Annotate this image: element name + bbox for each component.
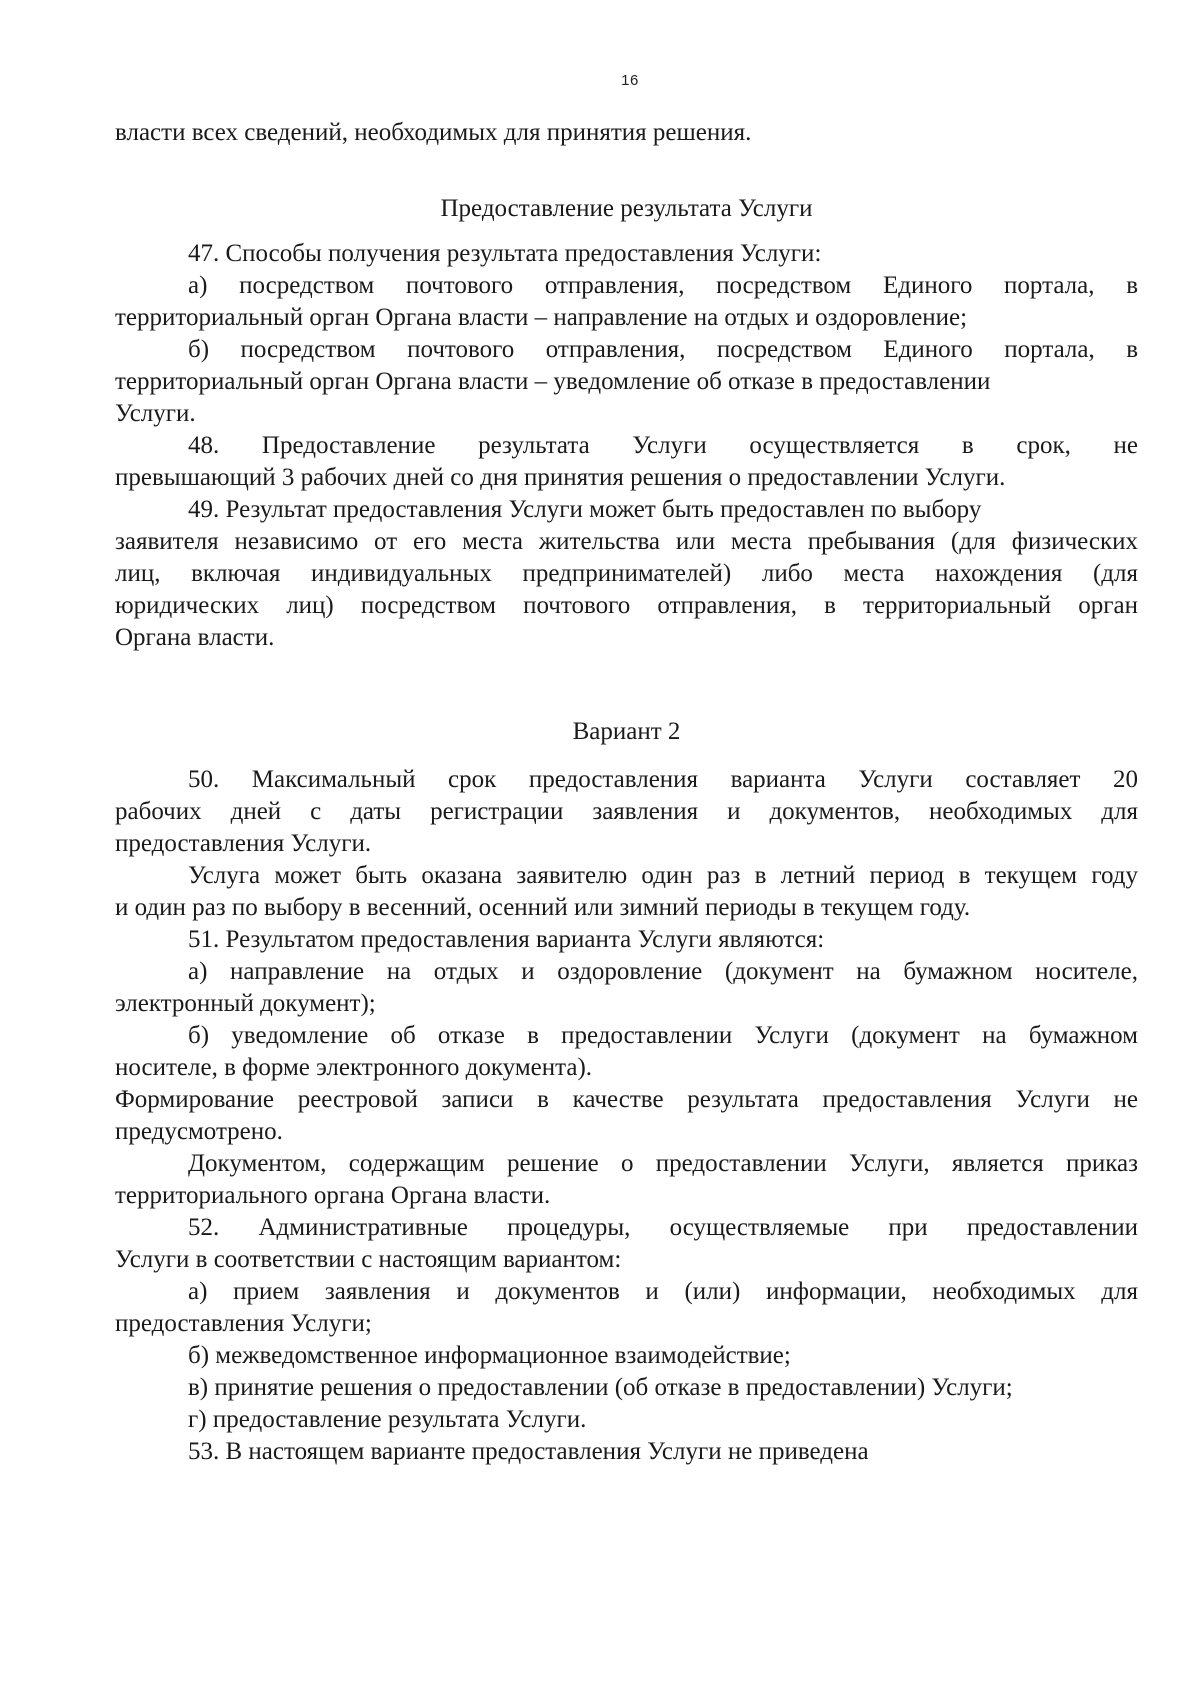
text-line: территориальный орган Органа власти – направление на отдых и оздоровление; — [115, 304, 968, 331]
text-line: 53. В настоящем варианте предоставления Услуги не приведена — [188, 1438, 869, 1465]
text-line: 52. Административные процедуры, осуществляемые при предоставлении — [188, 1214, 1138, 1241]
text-line: территориального органа Органа власти. — [115, 1182, 551, 1209]
text-line: а) прием заявления и документов и (или) информации, необходимых для — [188, 1278, 1138, 1305]
text-line: лиц, включая индивидуальных предпринимателей) либо места нахождения (для — [115, 560, 1138, 587]
text-line: юридических лиц) посредством почтового отправления, в территориальный орган — [115, 592, 1138, 619]
text-line: власти всех сведений, необходимых для принятия решения. — [115, 119, 752, 146]
text-line: превышающий 3 рабочих дней со дня принятия решения о предоставлении Услуги. — [115, 464, 1006, 491]
text-line: электронный документ); — [115, 990, 376, 1017]
text-line: 48. Предоставление результата Услуги осуществляется в срок, не — [188, 432, 1138, 459]
text-line: предусмотрено. — [115, 1118, 283, 1145]
text-line: Услуги. — [115, 400, 196, 427]
text-line: Формирование реестровой записи в качестве результата предоставления Услуги не — [115, 1086, 1138, 1113]
text-line: а) посредством почтового отправления, посредством Единого портала, в — [188, 272, 1138, 299]
text-line: б) посредством почтового отправления, посредством Единого портала, в — [188, 336, 1138, 363]
text-line: Услуги в соответствии с настоящим вариантом: — [115, 1246, 622, 1273]
section-heading: Вариант 2 — [572, 718, 681, 745]
text-line: носителе, в форме электронного документа). — [115, 1054, 593, 1081]
text-line: 51. Результатом предоставления варианта Услуги являются: — [188, 926, 825, 953]
text-line: предоставления Услуги. — [115, 830, 372, 857]
page-number: 16 — [621, 72, 639, 89]
text-line: 50. Максимальный срок предоставления варианта Услуги составляет 20 — [188, 766, 1138, 793]
text-line: г) предоставление результата Услуги. — [188, 1406, 587, 1433]
text-line: заявителя независимо от его места жительства или места пребывания (для физических — [115, 528, 1138, 555]
text-line: Органа власти. — [115, 624, 275, 651]
text-line: б) уведомление об отказе в предоставлении Услуги (документ на бумажном — [188, 1022, 1138, 1049]
text-line: 47. Способы получения результата предоставления Услуги: — [188, 240, 822, 267]
text-line: рабочих дней с даты регистрации заявления и документов, необходимых для — [115, 798, 1138, 825]
text-line: и один раз по выбору в весенний, осенний или зимний периоды в текущем году. — [115, 894, 971, 921]
text-line: в) принятие решения о предоставлении (об отказе в предоставлении) Услуги; — [188, 1374, 1013, 1401]
text-line: Услуга может быть оказана заявителю один раз в летний период в текущем году — [188, 862, 1138, 889]
document-body — [115, 117, 1138, 1468]
text-line: территориальный орган Органа власти – уведомление об отказе в предоставлении — [115, 368, 991, 395]
text-line: а) направление на отдых и оздоровление (документ на бумажном носителе, — [188, 958, 1138, 985]
text-line: 49. Результат предоставления Услуги может быть предоставлен по выбору — [188, 496, 982, 523]
text-line: предоставления Услуги; — [115, 1310, 372, 1337]
section-heading: Предоставление результата Услуги — [440, 195, 813, 222]
text-line: б) межведомственное информационное взаимодействие; — [188, 1342, 791, 1369]
text-line: Документом, содержащим решение о предоставлении Услуги, является приказ — [188, 1150, 1138, 1177]
